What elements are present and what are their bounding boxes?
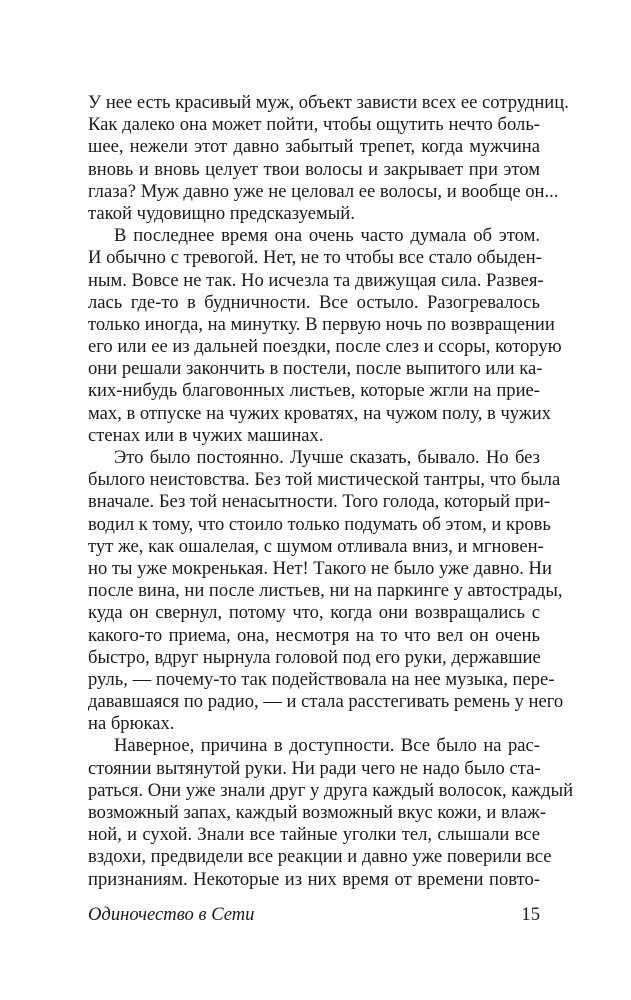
- text-line: куда он свернул, потому что, когда они возвращались с: [88, 602, 540, 624]
- text-line: на брюках.: [88, 713, 175, 735]
- text-line: вновь и вновь целует твои волосы и закрывает при этом: [88, 158, 540, 180]
- text-line: водил к тому, что стоило только подумать об этом, и кровь: [88, 513, 551, 535]
- text-line: такой чудовищно предсказуемый.: [88, 202, 355, 224]
- text-line: руль, — почему-то так подействовала на нее музыка, пере-: [88, 668, 555, 690]
- page-footer: [88, 903, 540, 927]
- text-line: какого-то приема, она, несмотря на то что вел он очень: [88, 624, 540, 646]
- running-footer-title: Одиночество в Сети: [88, 904, 255, 925]
- text-line: Это было постоянно. Лучше сказать, бывало. Но без: [114, 447, 540, 468]
- text-line: его или ее из дальней поездки, после слез и ссоры, которую: [88, 336, 562, 358]
- text-line: они решали закончить в постели, после выпитого или ка-: [88, 358, 543, 380]
- text-line: раться. Они уже знали друг у друга каждый волосок, каждый: [88, 779, 574, 801]
- text-line: вздохи, предвидели все реакции и давно уже поверили все: [88, 846, 552, 868]
- text-line: шее, нежели этот давно забытый трепет, когда мужчина: [88, 136, 540, 158]
- paragraph: [88, 225, 562, 447]
- text-line: только иногда, на минутку. В первую ночь по возвращении: [88, 313, 555, 335]
- text-line: ным. Вовсе не так. Но исчезла та движущая сила. Развея-: [88, 269, 544, 291]
- text-line: дававшаяся по радио, — и стала расстегивать ремень у него: [88, 691, 564, 713]
- text-line: быстро, вдруг нырнула головой под его руки, державшие: [88, 646, 541, 668]
- text-line: мах, в отпуске на чужих кроватях, на чужом полу, в чужих: [88, 402, 551, 424]
- paragraph: [88, 735, 574, 890]
- text-line: стоянии вытянутой руки. Ни ради чего не надо было ста-: [88, 757, 541, 779]
- text-line: былого неистовства. Без той мистической тантры, что была: [88, 469, 561, 491]
- text-line: тут же, как ошалелая, с шумом отливала вниз, и мгновен-: [88, 535, 544, 557]
- text-line: У нее есть красивый муж, объект зависти всех ее сотрудниц.: [88, 92, 569, 113]
- text-line: после вина, ни после листьев, ни на паркинге у автострады,: [88, 580, 563, 602]
- text-line: ких-нибудь благовонных листьев, которые жгли на прие-: [88, 380, 540, 402]
- text-line: стенах или в чужих машинах.: [88, 424, 324, 446]
- page-number: 15: [521, 904, 540, 925]
- text-line: но ты уже мокренькая. Нет! Такого не было уже давно. Ни: [88, 557, 552, 579]
- text-line: Наверное, причина в доступности. Все было на рас-: [114, 735, 540, 757]
- text-line: лась где-то в будничности. Все остыло. Разогревалось: [88, 291, 540, 313]
- text-line: В последнее время она очень часто думала об этом.: [114, 225, 540, 247]
- paragraph: [88, 447, 564, 735]
- text-line: признаниям. Некоторые из них время от времени повто-: [88, 868, 540, 890]
- text-line: И обычно с тревогой. Нет, не то чтобы все стало обыден-: [88, 247, 542, 269]
- text-line: ной, и сухой. Знали все тайные уголки тел, слышали все: [88, 824, 540, 846]
- text-line: возможный запах, каждый возможный вкус кожи, и влаж-: [88, 802, 547, 823]
- text-line: Как далеко она может пойти, чтобы ощутить нечто боль-: [88, 114, 540, 136]
- text-line: глаза? Муж давно уже не целовал ее волосы, и вообще он...: [88, 180, 559, 202]
- page-body: [88, 92, 574, 891]
- paragraph: [88, 92, 569, 225]
- text-line: вначале. Без той ненасытности. Того голода, который при-: [88, 491, 551, 513]
